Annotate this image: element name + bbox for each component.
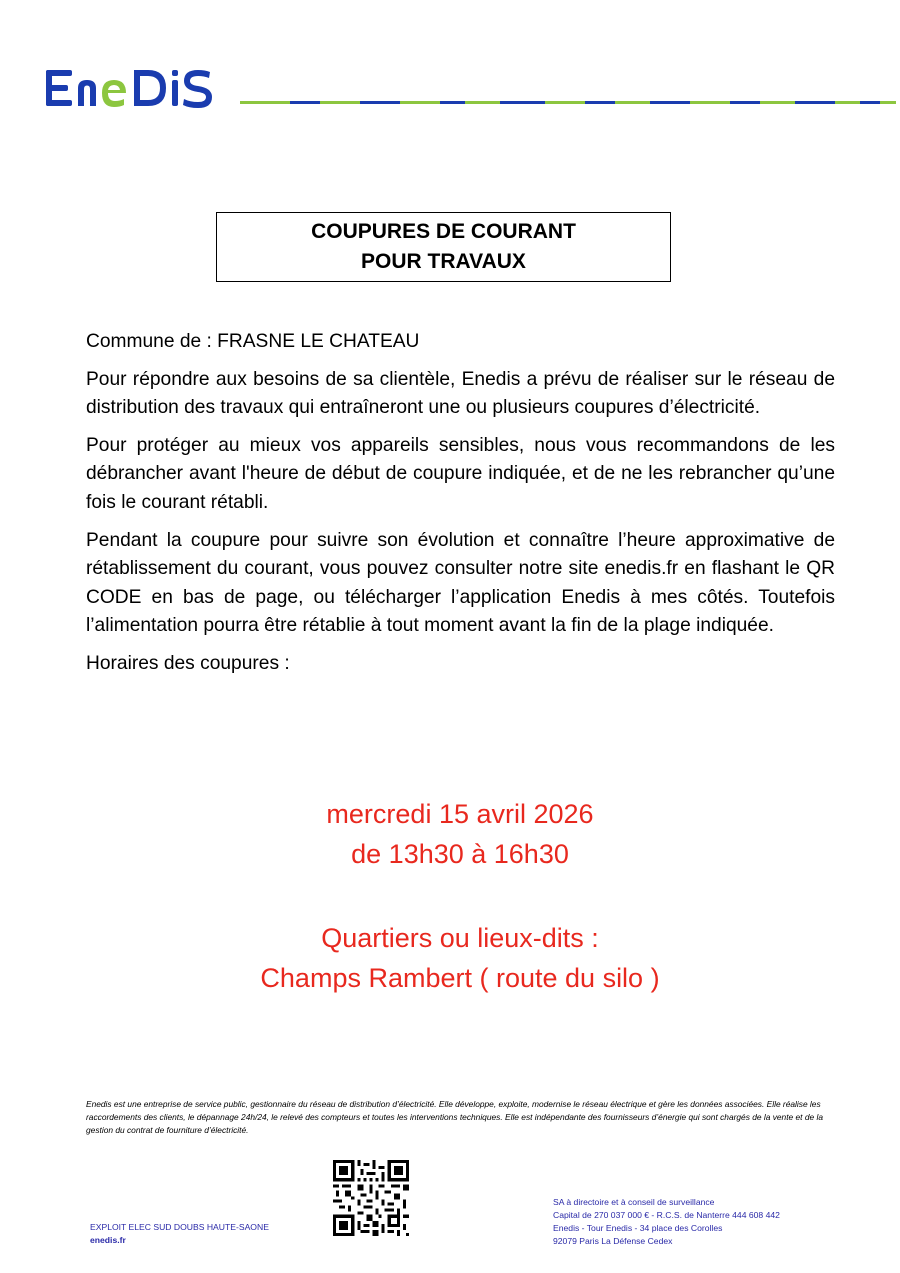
- places-heading: Quartiers ou lieux-dits :: [321, 923, 599, 953]
- footer-address-line-1: Enedis - Tour Enedis - 34 place des Corolles: [553, 1223, 723, 1233]
- paragraph-1: Pour répondre aux besoins de sa clientèle, Enedis a prévu de réaliser sur le réseau de distribution des travaux qui entraîneront une ou plusieurs coupures d’électricité.: [86, 368, 835, 419]
- places-list: Champs Rambert ( route du silo ): [260, 963, 660, 993]
- logo-text: ENEDIS: [44, 66, 48, 67]
- outage-places: [0, 918, 900, 998]
- schedule-heading: Horaires des coupures :: [86, 652, 290, 674]
- footer-website-link[interactable]: enedis.fr: [90, 1235, 126, 1245]
- footer-capital: Capital de 270 037 000 € - R.C.S. de Nanterre 444 608 442: [553, 1210, 780, 1220]
- outage-time: de 13h30 à 16h30: [351, 839, 569, 869]
- enedis-logo: [44, 66, 234, 108]
- paragraph-3: Pendant la coupure pour suivre son évolution et connaître l’heure approximative de rétablissement du courant, vous pouvez consulter notre site enedis.fr en flashant le QR CODE en bas de page, ou télécharger l’application Enedis à mes côtés. Toutefois l’alimentation pourra être rétablie à tout moment avant la fin de la plage indiquée.: [86, 529, 835, 637]
- paragraph-2: Pour protéger au mieux vos appareils sensibles, nous vous recommandons de les débrancher avant l'heure de début de coupure indiquée, et de ne les rebrancher qu’une fois le courant rétabli.: [86, 434, 835, 513]
- qr-code[interactable]: [333, 1160, 409, 1236]
- commune-line: Commune de : FRASNE LE CHATEAU: [86, 331, 420, 352]
- footer-right: [553, 1196, 780, 1248]
- body-text: [86, 328, 835, 688]
- title-line-1: COUPURES DE COURANT: [311, 220, 576, 243]
- footer-legal-form: SA à directoire et à conseil de surveillance: [553, 1197, 715, 1207]
- footer-address-line-2: 92079 Paris La Défense Cedex: [553, 1236, 673, 1246]
- outage-schedule: [0, 794, 900, 874]
- footer-legal-note: Enedis est une entreprise de service public, gestionnaire du réseau de distribution d’électricité. Elle développe, exploite, modernise le réseau électrique et gère les données associées. Elle réalise les raccordements des clients, le dépannage 24h/24, le relevé des compteurs et toutes les interventions techniques. Elle est indépendante des fournisseurs d’énergie qui sont chargés de la vente et de la gestion du contrat de fourniture d’électricité.: [86, 1099, 823, 1135]
- footer-unit-name: EXPLOIT ELEC SUD DOUBS HAUTE-SAONE: [90, 1222, 269, 1232]
- outage-date: mercredi 15 avril 2026: [326, 799, 594, 829]
- footer-left: [90, 1221, 269, 1247]
- brand-divider-line: [240, 100, 896, 106]
- title-box: [216, 212, 671, 282]
- title-line-2: POUR TRAVAUX: [361, 250, 526, 273]
